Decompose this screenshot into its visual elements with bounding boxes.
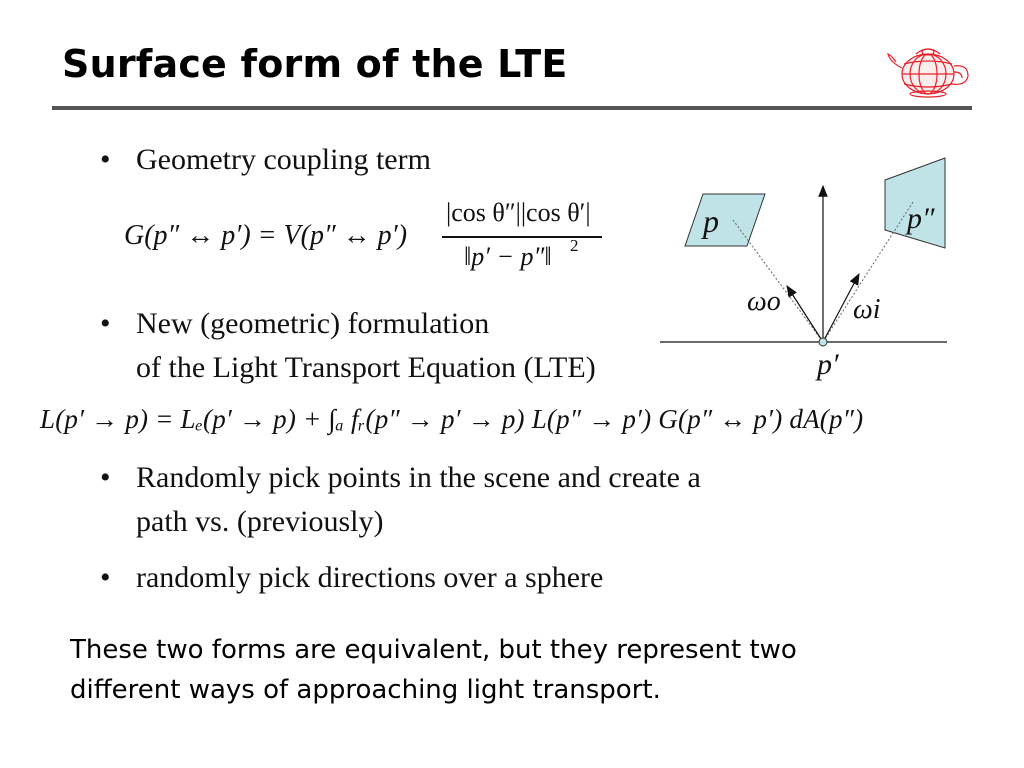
- bullet-text: randomly pick directions over a sphere: [136, 561, 604, 594]
- footer-note: [70, 630, 797, 710]
- title-divider: [52, 106, 972, 110]
- bullet-symbol: •: [100, 143, 111, 176]
- slide-title: Surface form of the LTE: [62, 42, 568, 86]
- patch-p: [685, 194, 765, 246]
- footer-line2: different ways of approaching light transport.: [70, 675, 661, 705]
- bullet-symbol: •: [100, 307, 111, 340]
- bullet-text-line2: of the Light Transport Equation (LTE): [136, 351, 596, 384]
- label-p-double-prime: p″: [907, 202, 935, 235]
- geometry-term-denominator: ‖p′ − p″‖: [464, 242, 552, 271]
- bullet-symbol: •: [100, 461, 111, 494]
- lte-surface-equation: L(p′ → p) = Lₑ(p′ → p) + ∫ₐ fᵣ(p″ → p′ → p) L(p″ → p′) G(p″ ↔ p′) dA(p″): [40, 404, 864, 434]
- point-p-prime: [819, 338, 827, 346]
- bullet-symbol: •: [100, 561, 111, 594]
- bullet-text: Geometry coupling term: [136, 143, 431, 176]
- bullet-text-line1: New (geometric) formulation: [136, 307, 490, 340]
- label-p-prime: p′: [817, 348, 839, 381]
- bullet-text-line1: Randomly pick points in the scene and create a: [136, 461, 701, 494]
- label-omega-i: ωi: [853, 294, 881, 325]
- label-omega-o: ωo: [747, 286, 781, 317]
- geometry-diagram: [655, 150, 955, 390]
- bullet-text-line2: path vs. (previously): [136, 505, 384, 538]
- geometry-term-exponent: 2: [570, 236, 579, 255]
- teapot-icon: [882, 32, 974, 102]
- geometry-term-left: G(p″ ↔ p′) = V(p″ ↔ p′): [124, 220, 408, 251]
- footer-line1: These two forms are equivalent, but they represent two: [70, 635, 797, 665]
- geometry-term-numerator: |cos θ″||cos θ′|: [446, 198, 591, 227]
- label-p: p: [703, 203, 719, 239]
- dotted-line-p: [733, 220, 823, 342]
- geometry-term-equation: [124, 198, 624, 290]
- omega-o-arrow: [787, 286, 823, 342]
